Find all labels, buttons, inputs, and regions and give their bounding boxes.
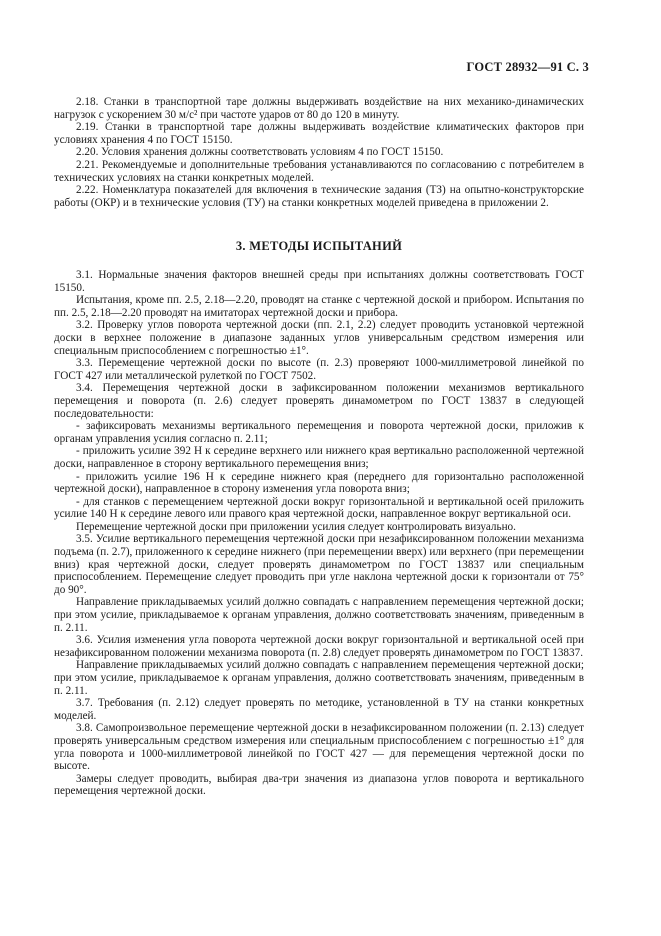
- list-item: - приложить усилие 196 Н к середине нижнего края (переднего для горизонтально расположенной чертежной доски), направленное в сторону изменения угла поворота вниз;: [54, 470, 584, 496]
- paragraph: 3.2. Проверку углов поворота чертежной доски (пп. 2.1, 2.2) следует проводить установкой чертежной доски в верхнее положение в диапазоне заданных углов универсальным средством измерения или специальным приспособлением с погрешностью ±1°.: [54, 319, 584, 357]
- list-item: - для станков с перемещением чертежной доски вокруг горизонтальной и вертикальной осей приложить усилие 140 Н к середине левого или правого края чертежной доски, направленное вокруг вертикальной оси.: [54, 495, 584, 521]
- paragraph: 3.4. Перемещения чертежной доски в зафиксированном положении механизмов вертикального перемещения и поворота (п. 2.6) следует проверять динамометром по ГОСТ 13837 в следующей последовательности:: [54, 382, 584, 420]
- paragraph: 3.8. Самопроизвольное перемещение чертежной доски в незафиксированном положении (п. 2.13) следует проверять универсальным средством измерения или специальным приспособлением с погрешностью ±1° для угла поворота и 1000-миллиметровой линейкой по ГОСТ 427 — для перемещения чертежной доски по высоте.: [54, 722, 584, 773]
- paragraph: Перемещение чертежной доски при приложении усилия следует контролировать визуально.: [76, 520, 516, 533]
- paragraph: 2.21. Рекомендуемые и дополнительные требования устанавливаются по согласованию с потребителем в технических условиях на станки конкретных моделей.: [54, 158, 584, 184]
- section-3-body: [54, 269, 584, 798]
- paragraph: 2.18. Станки в транспортной таре должны выдерживать воздействие на них механико-динамических нагрузок с ускорением 30 м/с² при частоте ударов от 80 до 120 в минуту.: [54, 96, 584, 121]
- paragraph: 2.19. Станки в транспортной таре должны выдерживать воздействие климатических факторов при условиях хранения 4 по ГОСТ 15150.: [54, 121, 584, 146]
- paragraph: 3.5. Усилие вертикального перемещения чертежной доски при незафиксированном положении механизма подъема (п. 2.7), приложенного к середине нижнего (при перемещении вверх) или верхнего (при перемещении вниз) края чертежной доски, следует проверять динамометром по ГОСТ 13837 или специальным приспособлением. Перемещение следует проводить при угле наклона чертежной доски к горизонтали от 75° до 90°.: [54, 533, 584, 596]
- list-item: - приложить усилие 392 Н к середине верхнего или нижнего края вертикально расположенной чертежной доски, направленное в сторону вертикального перемещения вниз;: [54, 445, 584, 470]
- paragraph: Направление прикладываемых усилий должно совпадать с направлением перемещения чертежной доски; при этом усилие, прикладываемое к органам управления, должно соответствовать значениям, приведенным в п. 2.11.: [54, 659, 584, 697]
- section-title: 3. МЕТОДЫ ИСПЫТАНИЙ: [235, 239, 403, 253]
- section-2-continuation: [54, 96, 584, 209]
- paragraph: Направление прикладываемых усилий должно совпадать с направлением перемещения чертежной доски; при этом усилие, прикладываемое к органам управления, должно соответствовать значениям, приведенным в п. 2.11.: [54, 596, 584, 634]
- section-3: [54, 240, 584, 253]
- paragraph: 2.22. Номенклатура показателей для включения в технические задания (ТЗ) на опытно-конструкторские работы (ОКР) и в технические условия (ТУ) на станки конкретных моделей приведена в приложении 2.: [54, 184, 584, 209]
- paragraph: 3.6. Усилия изменения угла поворота чертежной доски вокруг горизонтальной и вертикальной осей при незафиксированном положении механизма поворота (п. 2.8) следует проверять динамометром по ГОСТ 13837.: [54, 634, 584, 659]
- page-header: ГОСТ 28932—91 С. 3: [466, 60, 589, 74]
- paragraph: 3.3. Перемещение чертежной доски по высоте (п. 2.3) проверяют 1000-миллиметровой линейкой по ГОСТ 427 или металлической рулеткой по ГОСТ 7502.: [54, 357, 584, 382]
- paragraph: 3.7. Требования (п. 2.12) следует проверять по методике, установленной в ТУ на станки конкретных моделей.: [54, 697, 584, 722]
- paragraph: 3.1. Нормальные значения факторов внешней среды при испытаниях должны соответствовать ГОСТ 15150.: [54, 269, 584, 294]
- paragraph: Замеры следует проводить, выбирая два-три значения из диапазона углов поворота и вертикального перемещения чертежной доски.: [54, 772, 584, 798]
- paragraph: 2.20. Условия хранения должны соответствовать условиям 4 по ГОСТ 15150.: [76, 146, 444, 159]
- list-item: - зафиксировать механизмы вертикального перемещения и поворота чертежной доски, приложив к органам управления усилия согласно п. 2.11;: [54, 420, 584, 445]
- paragraph: Испытания, кроме пп. 2.5, 2.18—2.20, проводят на станке с чертежной доской и прибором. Испытания по пп. 2.5, 2.18—2.20 проводят на имитаторах чертежной доски и прибора.: [54, 294, 584, 319]
